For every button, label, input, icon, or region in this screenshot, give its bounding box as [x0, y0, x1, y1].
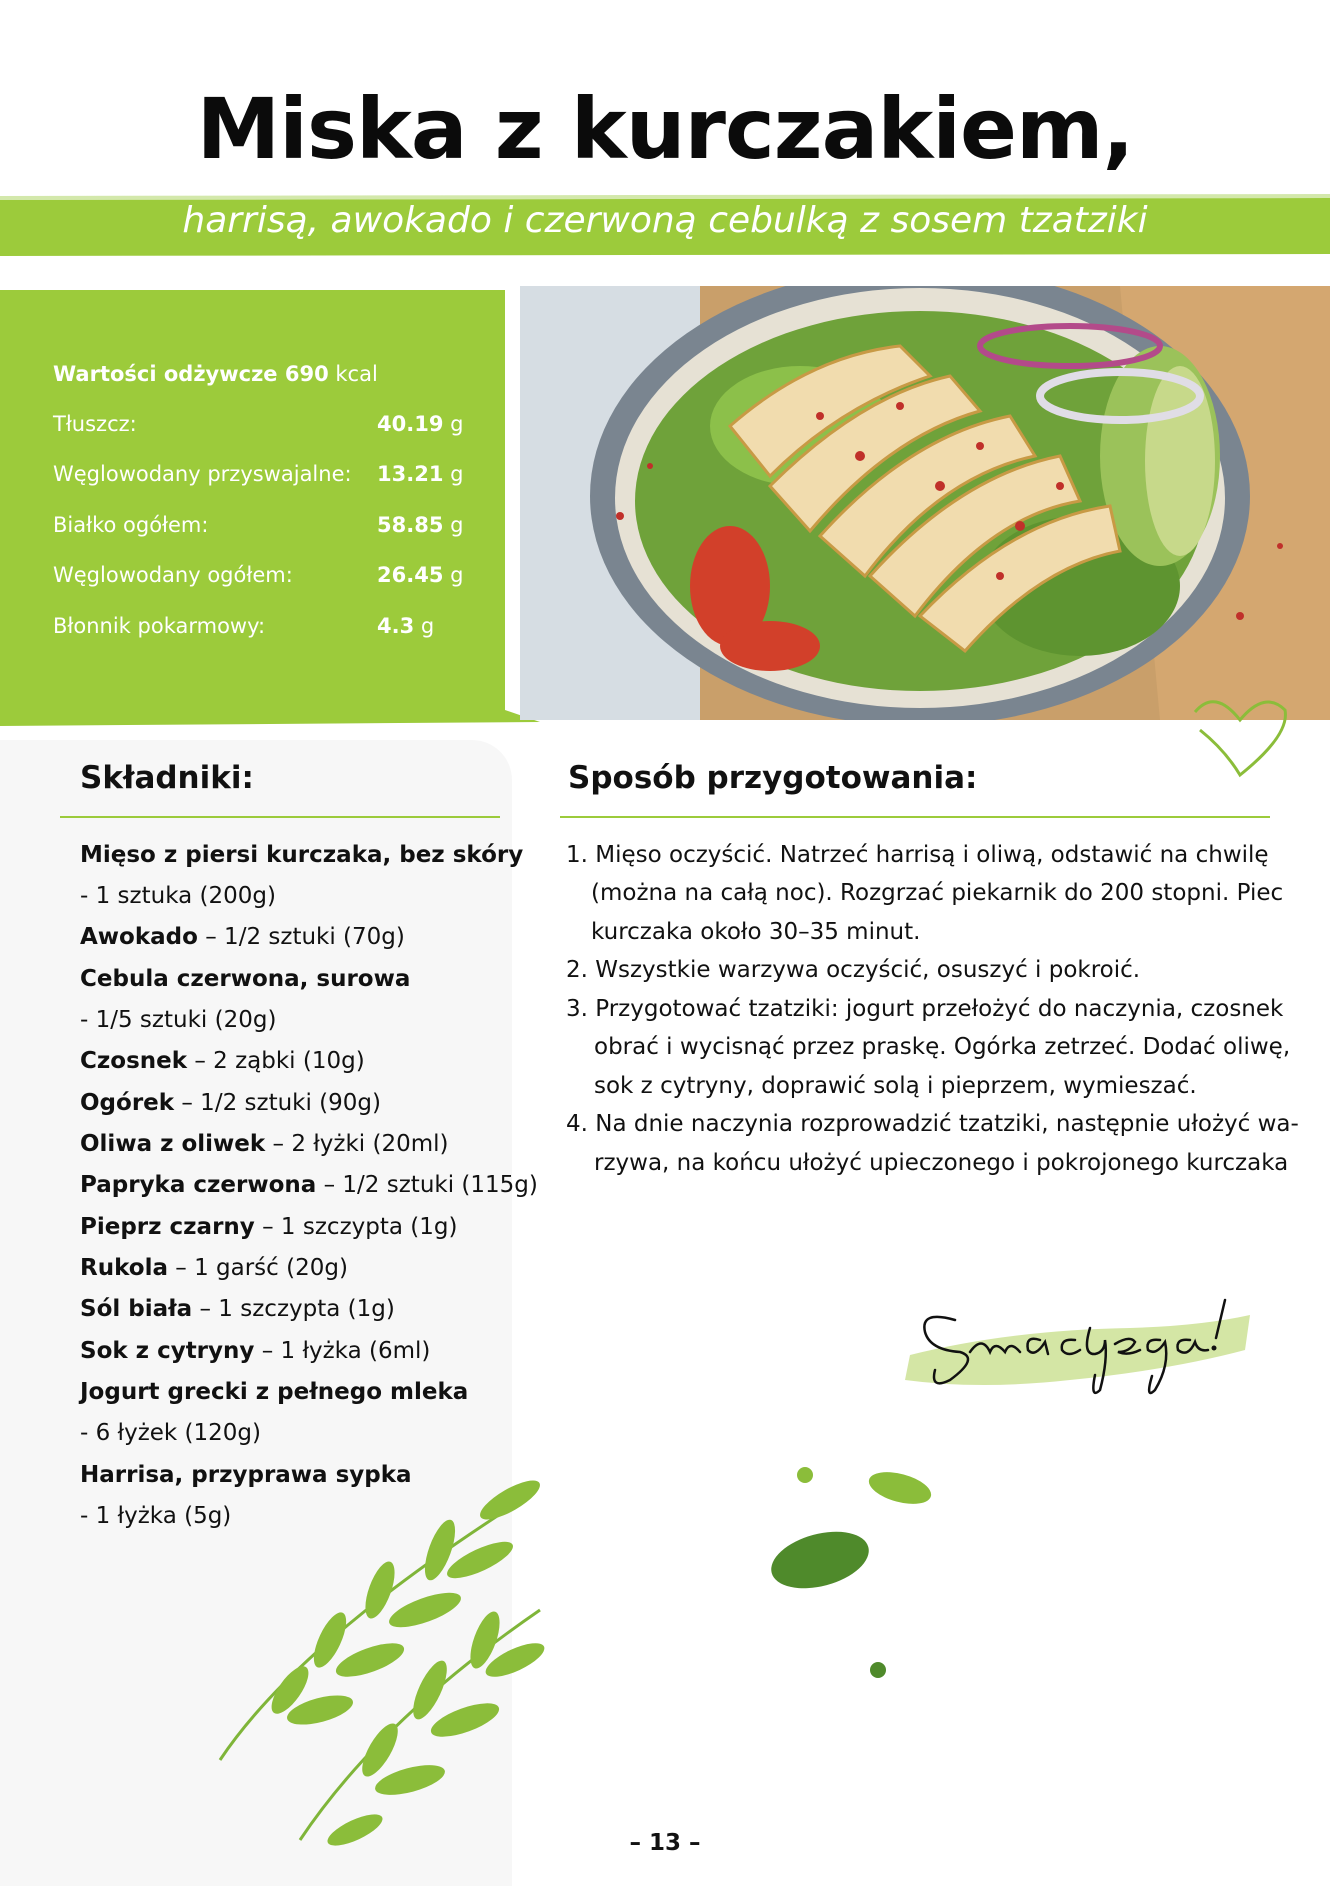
dish-photo: [520, 286, 1330, 720]
ingredient-amount: – 1 szczypta (1g): [254, 1214, 458, 1240]
nutrition-label: Węglowodany przyswajalne:: [53, 462, 352, 486]
nutrition-value: [377, 513, 463, 537]
ingredient-name: Oliwa z oliwek: [80, 1131, 266, 1157]
preparation-heading: Sposób przygotowania:: [568, 760, 978, 796]
ingredient-line: [80, 1214, 457, 1240]
ingredient-amount: - 1 łyżka (5g): [80, 1503, 232, 1529]
step-line: (można na całą noc). Rozgrzać piekarnik do 200 stopni. Piec: [591, 880, 1284, 906]
ingredient-line: [80, 1048, 365, 1074]
ingredient-name: Mięso z piersi kurczaka, bez skóry: [80, 842, 524, 868]
step-line: kurczaka około 30–35 minut.: [591, 919, 921, 945]
ingredient-line: [80, 1131, 449, 1157]
ingredients-divider: [60, 816, 500, 818]
ingredient-amount: - 1/5 sztuki (20g): [80, 1007, 277, 1033]
nutrition-value-number: 26.45: [377, 563, 444, 587]
nutrition-value-unit: g: [450, 462, 464, 486]
ingredient-name: Sok z cytryny: [80, 1338, 255, 1364]
ingredient-name: Sól biała: [80, 1296, 193, 1322]
ingredient-line: [80, 1007, 276, 1033]
page-number: – 13 –: [629, 1830, 701, 1856]
ingredient-name: Czosnek: [80, 1048, 188, 1074]
ingredient-line: [80, 1255, 348, 1281]
ingredient-amount: - 1 sztuka (200g): [80, 883, 276, 909]
ingredient-line: [80, 966, 410, 992]
recipe-title: Miska z kurczakiem,: [196, 80, 1134, 178]
ingredients-heading: Składniki:: [80, 760, 254, 796]
nutrition-value-unit: g: [450, 412, 464, 436]
nutrition-label: Węglowodany ogółem:: [53, 563, 293, 587]
nutrition-value: [377, 563, 463, 587]
ingredient-name: Harrisa, przyprawa sypka: [80, 1462, 412, 1488]
nutrition-panel: [0, 290, 560, 730]
nutrition-value-number: 4.3: [377, 614, 415, 638]
ingredient-line: [80, 1090, 381, 1116]
leaf-dots-icon: [760, 1460, 940, 1680]
ingredient-line: [80, 842, 523, 868]
nutrition-value-unit: g: [450, 513, 464, 537]
ingredient-amount: – 1 szczypta (1g): [192, 1296, 395, 1322]
ingredient-amount: – 1/2 sztuki (70g): [197, 924, 405, 950]
nutrition-value-number: 40.19: [377, 412, 444, 436]
ingredient-line: [80, 1420, 261, 1446]
ingredient-amount: – 1 garść (20g): [167, 1255, 348, 1281]
nutrition-header-label: Wartości odżywcze 690: [53, 362, 329, 386]
nutrition-label: Białko ogółem:: [53, 513, 209, 537]
ingredient-name: Cebula czerwona, surowa: [80, 966, 411, 992]
heart-icon: [1185, 690, 1295, 780]
nutrition-value: [377, 462, 463, 486]
ingredient-amount: – 1/2 sztuki (115g): [316, 1172, 538, 1198]
nutrition-value-number: 13.21: [377, 462, 444, 486]
nutrition-value-unit: g: [450, 563, 464, 587]
ingredient-name: Rukola: [80, 1255, 168, 1281]
nutrition-label: Błonnik pokarmowy:: [53, 614, 266, 638]
nutrition-label: Tłuszcz:: [53, 412, 137, 436]
nutrition-header: [53, 362, 378, 386]
ingredient-amount: – 1/2 sztuki (90g): [174, 1090, 381, 1116]
recipe-subtitle: harrisą, awokado i czerwoną cebulką z sosem tzatziki: [182, 200, 1148, 241]
ingredient-name: Jogurt grecki z pełnego mleka: [80, 1379, 469, 1405]
ingredient-name: Papryka czerwona: [80, 1172, 317, 1198]
step-line: rzywa, na końcu ułożyć upieczonego i pokrojonego kurczaka: [594, 1150, 1289, 1176]
ingredient-name: Awokado: [80, 924, 198, 950]
nutrition-value: [377, 412, 463, 436]
step-line: 3. Przygotować tzatziki: jogurt przełożyć do naczynia, czosnek: [566, 996, 1284, 1022]
ingredient-line: [80, 924, 405, 950]
step-line: sok z cytryny, doprawić solą i pieprzem, wymieszać.: [594, 1073, 1197, 1099]
ingredient-name: Ogórek: [80, 1090, 175, 1116]
preparation-divider: [560, 816, 1270, 818]
ingredient-amount: – 2 ząbki (10g): [187, 1048, 365, 1074]
ingredient-amount: – 1 łyżka (6ml): [254, 1338, 431, 1364]
ingredient-line: [80, 1172, 538, 1198]
ingredient-line: [80, 1296, 395, 1322]
step-line: 4. Na dnie naczynia rozprowadzić tzatziki, następnie ułożyć wa-: [566, 1111, 1299, 1137]
nutrition-value: [377, 614, 434, 638]
step-line: obrać i wycisnąć przez praskę. Ogórka zetrzeć. Dodać oliwę,: [594, 1034, 1291, 1060]
step-line: 2. Wszystkie warzywa oczyścić, osuszyć i pokroić.: [566, 957, 1141, 983]
ingredient-amount: - 6 łyżek (120g): [80, 1420, 262, 1446]
ingredient-line: [80, 883, 276, 909]
smacznego-signature: [890, 1280, 1260, 1410]
ingredient-line: [80, 1503, 231, 1529]
nutrition-value-number: 58.85: [377, 513, 444, 537]
ingredient-line: [80, 1379, 468, 1405]
ingredient-amount: – 2 łyżki (20ml): [265, 1131, 449, 1157]
ingredient-name: Pieprz czarny: [80, 1214, 255, 1240]
leaf-branch-icon: [210, 1460, 550, 1850]
ingredient-line: [80, 1338, 430, 1364]
nutrition-value-unit: g: [420, 614, 435, 638]
step-line: 1. Mięso oczyścić. Natrzeć harrisą i oliwą, odstawić na chwilę: [566, 842, 1269, 868]
nutrition-header-unit: kcal: [335, 362, 378, 386]
